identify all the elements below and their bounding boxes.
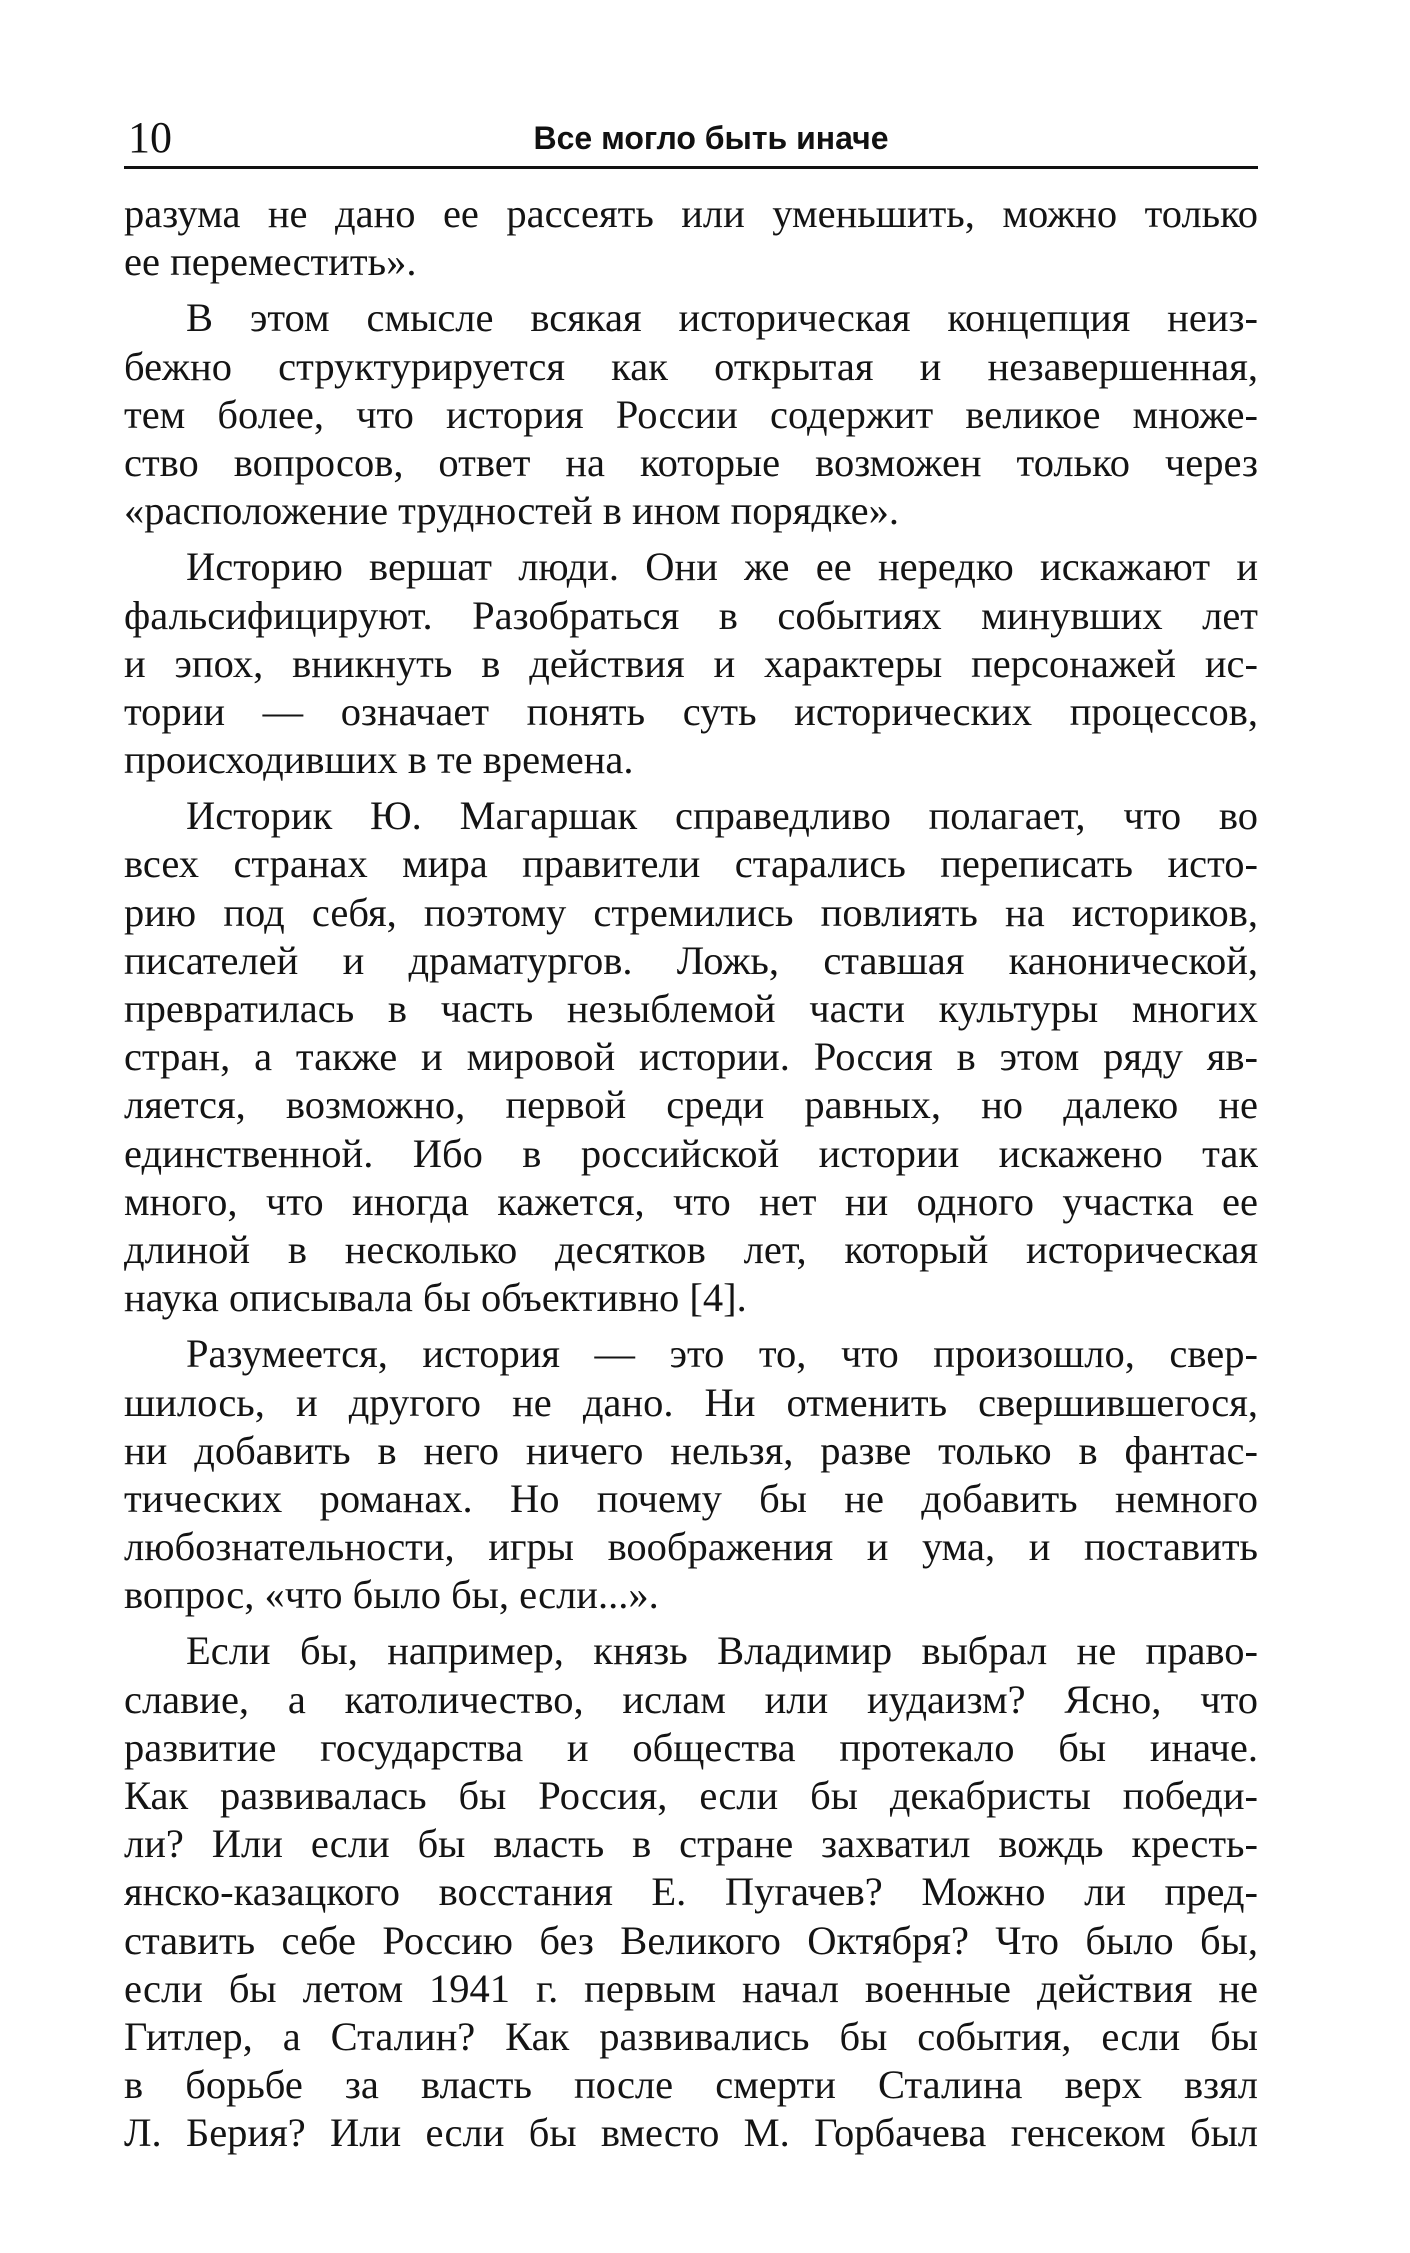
text-line: Л. Берия? Или если бы вместо М. Горбачева генсеком был — [124, 2110, 1258, 2156]
text-line: ли? Или если бы власть в стране захватил вождь кресть- — [124, 1821, 1258, 1867]
paragraph-1 — [124, 190, 1258, 286]
text-line: Гитлер, а Сталин? Как развивались бы события, если бы — [124, 2013, 1258, 2059]
paragraph-5 — [124, 1330, 1258, 1619]
page-number: 10 — [128, 113, 172, 162]
text-line: Историк Ю. Магаршак справедливо полагает, что во — [186, 793, 1258, 839]
text-line: наука описывала бы объективно [4]. — [124, 1275, 747, 1321]
text-line: янско-казацкого восстания Е. Пугачев? Можно ли пред- — [124, 1869, 1258, 1915]
running-title: Все могло быть иначе — [533, 120, 889, 156]
text-line: если бы летом 1941 г. первым начал военные действия не — [124, 1965, 1258, 2011]
text-line: любознательности, игры воображения и ума, и поставить — [124, 1524, 1258, 1570]
text-line: фальсифицируют. Разобраться в событиях минувших лет — [124, 592, 1258, 638]
text-line: рию под себя, поэтому стремились повлиять на историков, — [124, 889, 1258, 935]
text-line: Историю вершат люди. Они же ее нередко искажают и — [186, 544, 1258, 590]
text-line: Как развивалась бы Россия, если бы декабристы победи- — [124, 1773, 1258, 1818]
text-line: разума не дано ее рассеять или уменьшить, можно только — [124, 191, 1258, 236]
text-line: и эпох, вникнуть в действия и характеры персонажей ис- — [124, 640, 1258, 686]
text-line: Разумеется, история — это то, что произошло, свер- — [186, 1331, 1258, 1377]
text-line: единственной. Ибо в российской истории искажено так — [124, 1130, 1258, 1176]
text-line: происходивших в те времена. — [124, 737, 634, 783]
text-line: «расположение трудностей в ином порядке». — [124, 488, 900, 534]
text-line: Если бы, например, князь Владимир выбрал не право- — [186, 1628, 1258, 1674]
text-line: в борьбе за власть после смерти Сталина верх взял — [124, 2062, 1258, 2108]
text-line: стран, а также и мировой истории. Россия в этом ряду яв- — [124, 1034, 1258, 1080]
text-line: развитие государства и общества протекало бы иначе. — [124, 1724, 1258, 1770]
text-line: ство вопросов, ответ на которые возможен только через — [124, 439, 1258, 485]
text-line: длиной в несколько десятков лет, который историческая — [124, 1226, 1258, 1272]
text-line: бежно структурируется как открытая и незавершенная, — [124, 343, 1258, 389]
paragraph-2 — [124, 294, 1258, 535]
text-line: много, что иногда кажется, что нет ни одного участка ее — [124, 1178, 1258, 1224]
text-line: ее переместить». — [124, 239, 417, 285]
text-line: тории — означает понять суть исторических процессов, — [124, 688, 1258, 734]
text-line: шилось, и другого не дано. Ни отменить свершившегося, — [124, 1379, 1258, 1425]
text-line: славие, а католичество, ислам или иудаизм? Ясно, что — [124, 1676, 1258, 1722]
text-line: превратилась в часть незыблемой части культуры многих — [124, 986, 1258, 1031]
running-head — [124, 106, 1258, 170]
text-line: ни добавить в него ничего нельзя, разве только в фантас- — [124, 1427, 1258, 1473]
paragraph-4 — [124, 792, 1258, 1322]
text-line: всех странах мира правители старались переписать исто- — [124, 841, 1258, 887]
text-line: В этом смысле всякая историческая концепция неиз- — [186, 295, 1258, 341]
text-line: ставить себе Россию без Великого Октября? Что было бы, — [124, 1917, 1258, 1963]
header-rule — [124, 166, 1258, 169]
text-line: писателей и драматургов. Ложь, ставшая канонической, — [124, 937, 1258, 983]
text-line: тем более, что история России содержит великое множе- — [124, 391, 1258, 437]
text-line: ляется, возможно, первой среди равных, но далеко не — [124, 1082, 1258, 1128]
paragraph-3 — [124, 543, 1258, 784]
paragraph-6 — [124, 1627, 1258, 2157]
text-line: вопрос, «что было бы, если...». — [124, 1572, 659, 1618]
text-line: тических романах. Но почему бы не добавить немного — [124, 1475, 1258, 1521]
body-text — [124, 190, 1258, 2166]
